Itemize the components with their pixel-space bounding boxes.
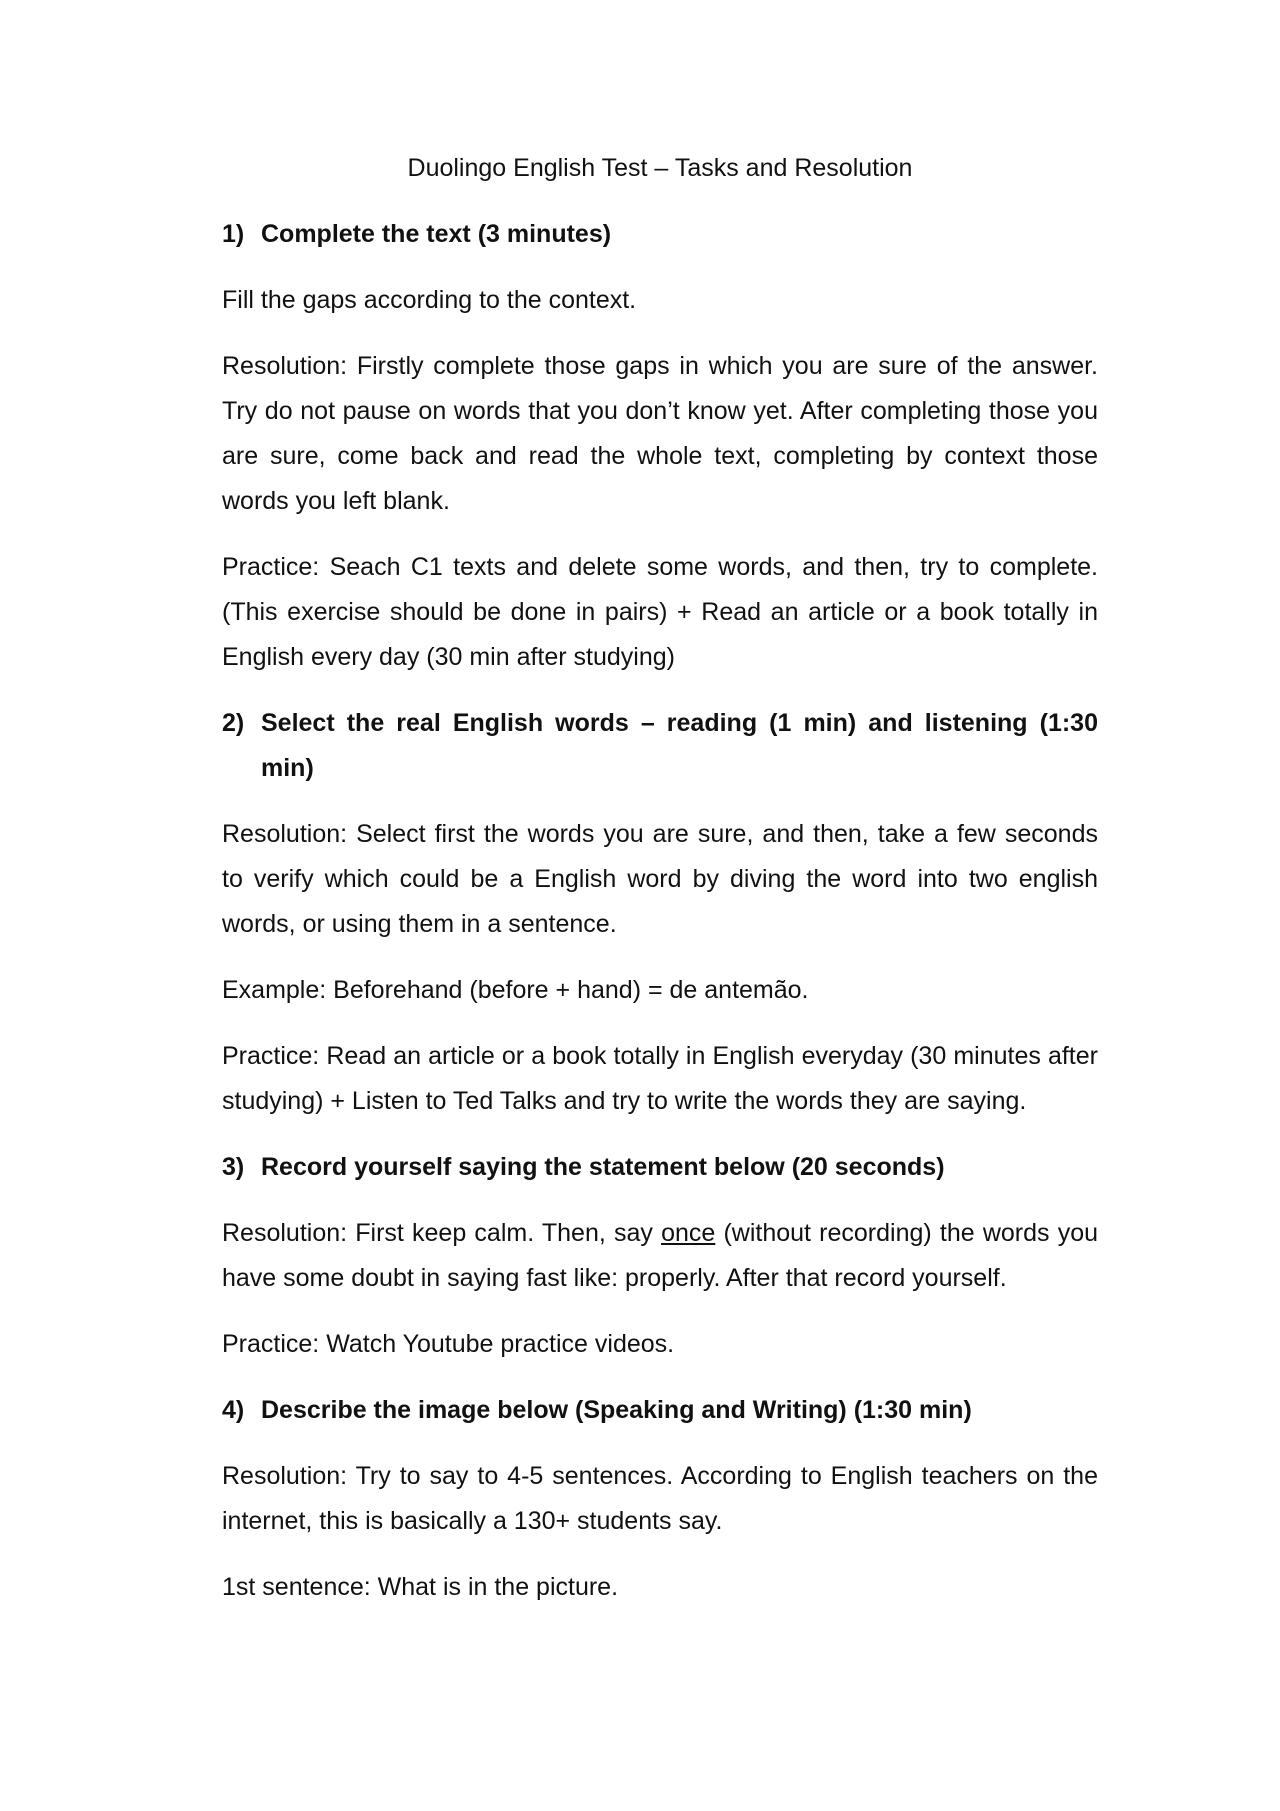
section-4-first-sentence: 1st sentence: What is in the picture. [222, 1573, 619, 1601]
document-page [222, 146, 1098, 1631]
section-1-practice: Practice: Seach C1 texts and delete some words, and then, try to complete. (This exercise should be done in pairs) + Read an article or a book totally in English every day (30 min after studying) [222, 553, 1098, 671]
section-2-title: Select the real English words – reading (1 min) and listening (1:30 min) [261, 709, 1098, 782]
section-2-number: 2) [222, 709, 245, 737]
document-title: Duolingo English Test – Tasks and Resolution [407, 154, 913, 182]
underlined-word: once [661, 1219, 716, 1247]
section-3-resolution-end: (without recording) the words you have some doubt in saying fast like: properly. After that record yourself. [222, 1219, 1099, 1292]
section-1-instruction: Fill the gaps according to the context. [222, 286, 637, 314]
section-3-number: 3) [222, 1153, 245, 1181]
section-3-title: Record yourself saying the statement below (20 seconds) [261, 1153, 945, 1181]
section-2-heading [222, 701, 1098, 791]
section-2-example: Example: Beforehand (before + hand) = de antemão. [222, 976, 809, 1004]
section-3-heading [222, 1145, 1098, 1190]
section-4-heading [222, 1388, 1098, 1433]
section-2-resolution: Resolution: Select first the words you are sure, and then, take a few seconds to verify which could be a English word by diving the word into two english words, or using them in a sentence. [222, 820, 1098, 938]
section-1-heading [222, 212, 1098, 257]
section-4-title: Describe the image below (Speaking and Writing) (1:30 min) [261, 1396, 972, 1424]
section-1-resolution: Resolution: Firstly complete those gaps in which you are sure of the answer. Try do not pause on words that you don’t know yet. After completing those you are sure, come back and read the whole text, completing by context those words you left blank. [222, 352, 1098, 515]
section-4-resolution: Resolution: Try to say to 4-5 sentences. According to English teachers on the internet, this is basically a 130+ students say. [222, 1462, 1098, 1535]
section-1-title: Complete the text (3 minutes) [261, 220, 612, 248]
section-3-practice: Practice: Watch Youtube practice videos. [222, 1330, 675, 1358]
section-4-number: 4) [222, 1396, 245, 1424]
section-3-resolution-start: Resolution: First keep calm. Then, say [222, 1219, 662, 1247]
section-1-number: 1) [222, 220, 245, 248]
section-3-resolution [222, 1211, 1098, 1301]
section-2-practice: Practice: Read an article or a book totally in English everyday (30 minutes after studying) + Listen to Ted Talks and try to write the words they are saying. [222, 1042, 1098, 1115]
